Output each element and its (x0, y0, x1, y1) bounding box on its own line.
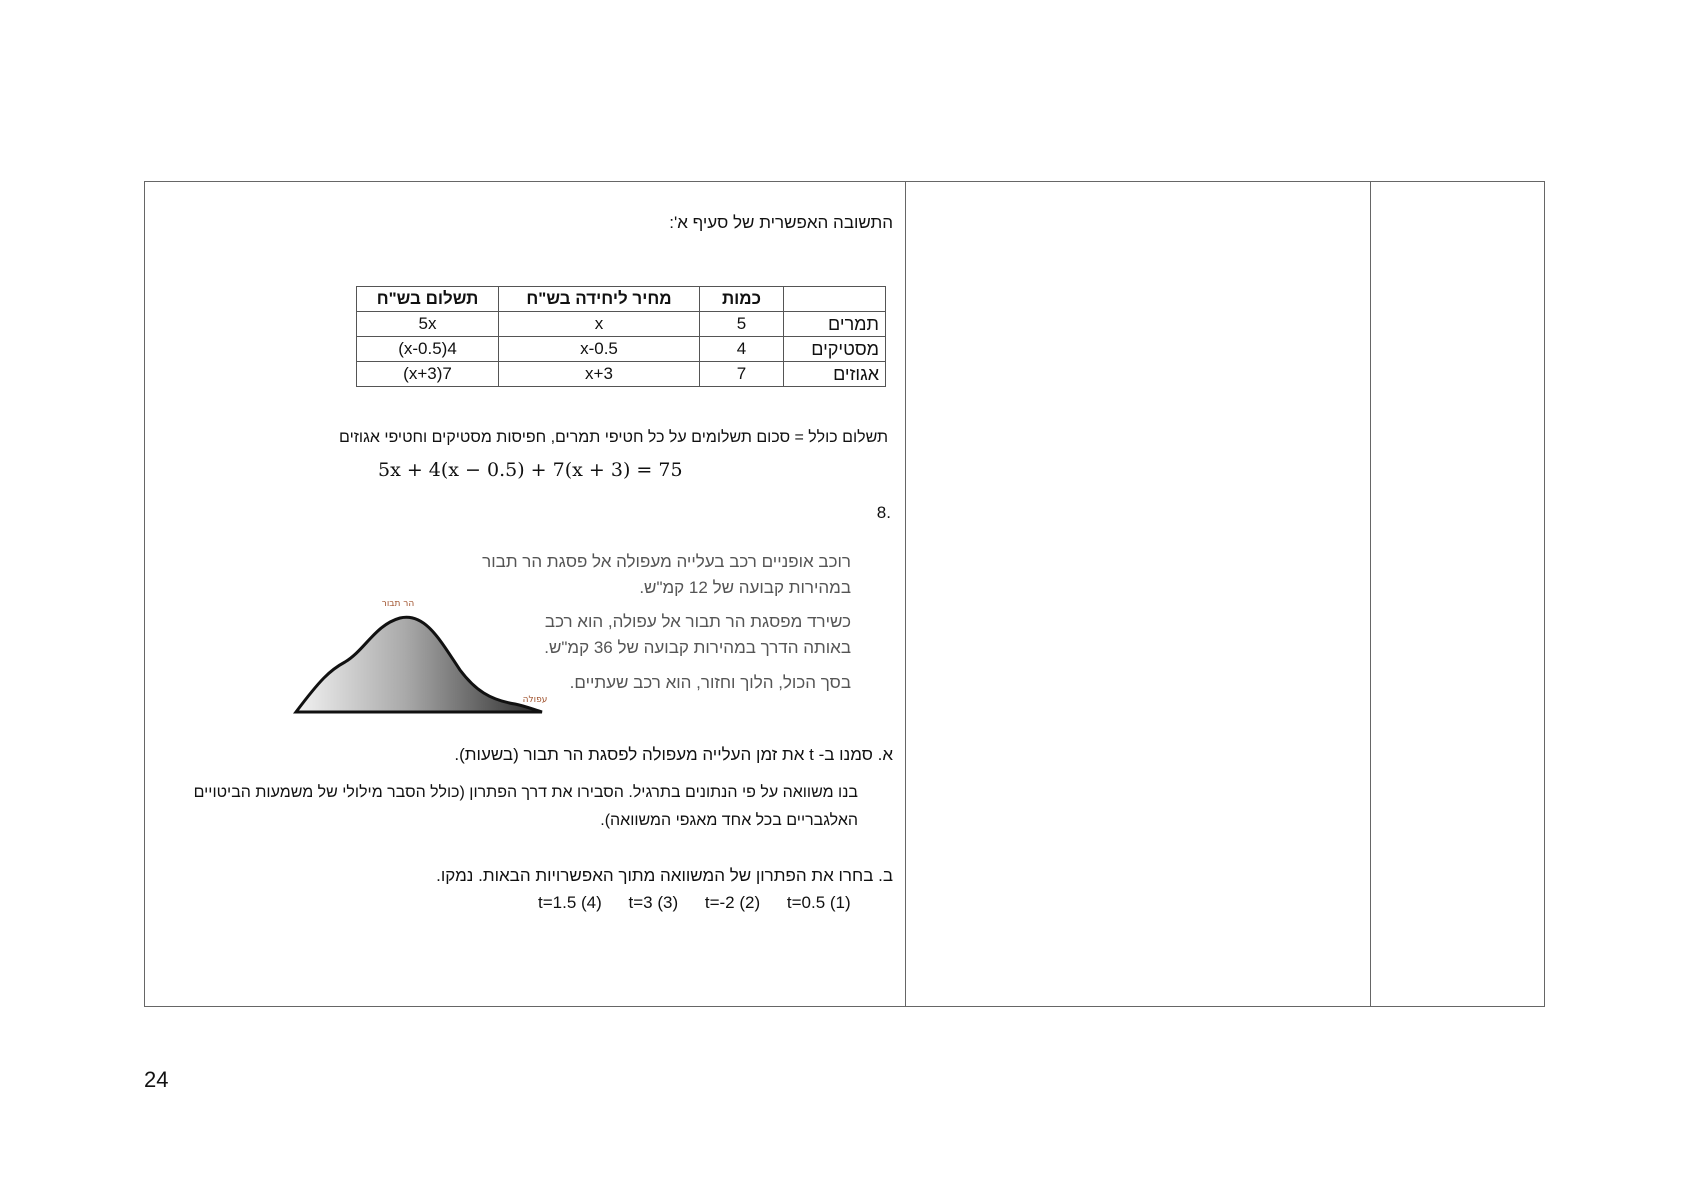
question-number: .8 (876, 503, 891, 522)
table-cell: 4 (700, 337, 784, 362)
story-line-2: במהירות קבועה של 12 קמ"ש. (639, 578, 851, 597)
table-cell: x (499, 312, 700, 337)
part-a-line-2: בנו משוואה על פי הנתונים בתרגיל. הסבירו את דרך הפתרון (כולל הסבר מילולי של משמעות הביטויים (193, 784, 858, 801)
option: t=1.5 (4) (538, 893, 602, 912)
page-number: 24 (144, 1067, 169, 1092)
story-line-3: כשירד מפסגת הר תבור אל עפולה, הוא רכב (544, 612, 851, 631)
table-row (357, 362, 886, 387)
answer-options (538, 893, 873, 913)
table-cell: 4(x-0.5) (357, 337, 499, 362)
story-line-4: באותה הדרך במהירות קבועה של 36 קמ"ש. (544, 638, 851, 657)
table-cell: מסטיקים (784, 337, 886, 362)
story-line-1: רוכב אופניים רכב בעלייה מעפולה אל פסגת הר תבור (482, 552, 851, 571)
table-cell: x-0.5 (499, 337, 700, 362)
table-cell: תמרים (784, 312, 886, 337)
table-header: תשלום בש"ח (357, 287, 499, 312)
column-divider-1 (905, 182, 906, 1006)
table-header: כמות (700, 287, 784, 312)
option: t=0.5 (1) (786, 893, 851, 912)
part-b-line-1: ב. בחרו את הפתרון של המשוואה מתוך האפשרויות הבאות. נמקו. (436, 866, 893, 885)
table-cell: אגוזים (784, 362, 886, 387)
table-cell: x+3 (499, 362, 700, 387)
table-row (357, 312, 886, 337)
part-a-line-1: א. סמנו ב- t את זמן העלייה מעפולה לפסגת הר תבור (בשעות). (454, 745, 893, 764)
table-cell: 7 (700, 362, 784, 387)
equation: 5x + 4(x − 0.5) + 7(x + 3) = 75 (378, 459, 683, 481)
table-header: מחיר ליחידה בש"ח (499, 287, 700, 312)
story-line-5: בסך הכול, הלוך וחזור, הוא רכב שעתיים. (569, 673, 851, 692)
table-cell: 5x (357, 312, 499, 337)
table-header-row (357, 287, 886, 312)
answer-table (356, 286, 886, 387)
answer-heading: התשובה האפשרית של סעיף א': (669, 213, 893, 232)
peak-label: הר תבור (381, 599, 415, 609)
mountain-figure (290, 590, 560, 720)
table-cell: 7(x+3) (357, 362, 499, 387)
total-line: תשלום כולל = סכום תשלומים על כל חטיפי תמרים, חפיסות מסטיקים וחטיפי אגוזים (339, 429, 888, 446)
table-header (784, 287, 886, 312)
table-cell: 5 (700, 312, 784, 337)
option: t=3 (3) (628, 893, 679, 912)
part-a-line-3: האלגבריים בכל אחד מאגפי המשוואה). (600, 812, 858, 829)
column-divider-2 (1370, 182, 1371, 1006)
table-row (357, 337, 886, 362)
mountain-shape (296, 617, 542, 712)
base-label: עפולה (522, 695, 548, 705)
option: t=-2 (2) (704, 893, 761, 912)
